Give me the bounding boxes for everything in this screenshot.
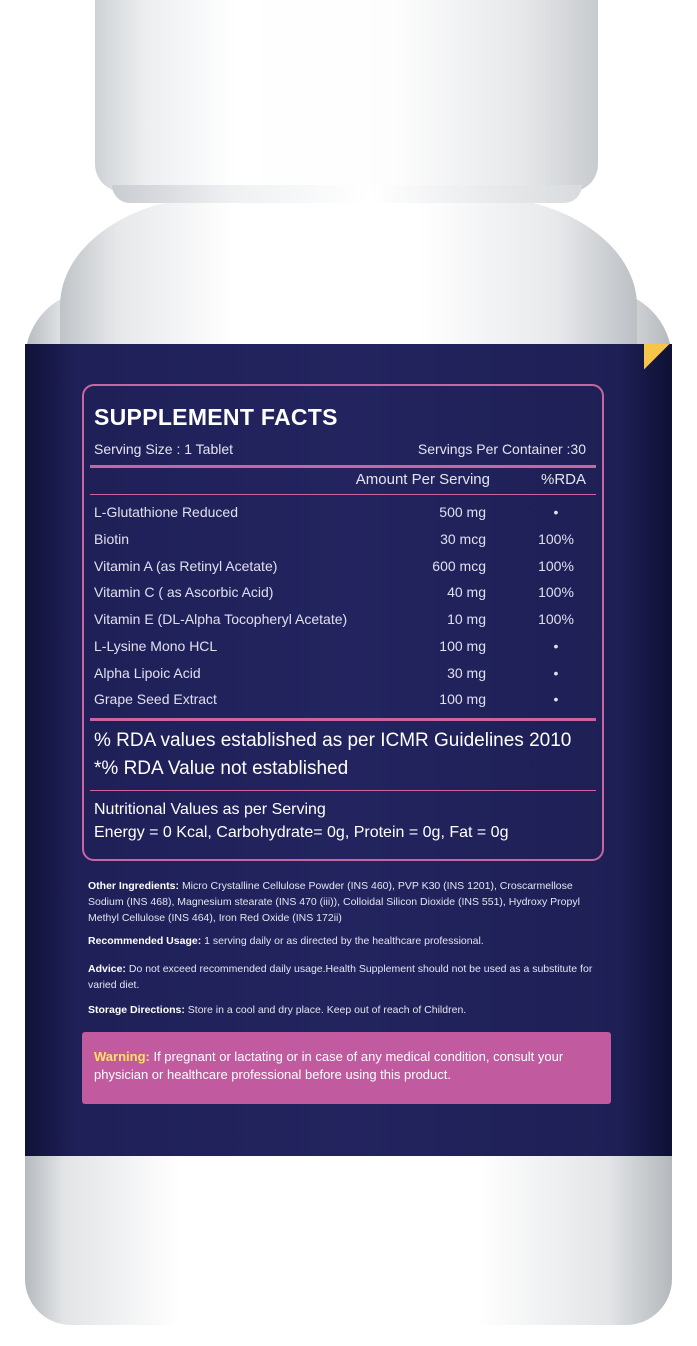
nutrient-rda: 100% [538,558,574,574]
nutrient-row [94,584,586,610]
nutrient-rda: • [553,665,559,681]
nutrient-amount: 40 mg [447,584,486,600]
other-ingredients-label: Other Ingredients: [88,880,180,892]
warning-label: Warning: [94,1049,150,1064]
nutrient-amount: 30 mg [447,665,486,681]
serving-size: Serving Size : 1 Tablet [94,441,234,457]
nutrient-rda: 100% [538,531,574,547]
nutrient-row [94,611,586,637]
bottle-cap [95,0,598,192]
nutrient-name: Biotin [94,531,130,547]
warning-text: If pregnant or lactating or in case of any medical condition, consult your physician or healthcare professional before using this product. [94,1049,564,1082]
nutrient-name: Alpha Lipoic Acid [94,665,201,681]
nutrient-row [94,504,586,530]
supplement-facts-panel [82,384,604,861]
nutrient-amount: 30 mcg [440,531,486,547]
rda-column-header: %RDA [540,471,586,488]
storage-label: Storage Directions: [88,1004,185,1016]
advice-label: Advice: [88,963,126,975]
usage-label: Recommended Usage: [88,935,202,947]
storage-text: Store in a cool and dry place. Keep out of reach of Children. [187,1004,467,1016]
bottle-shoulder [60,196,637,356]
nutrient-amount: 600 mcg [432,558,486,574]
divider [90,718,596,721]
nutrient-name: L-Lysine Mono HCL [94,638,218,654]
nutrient-name: L-Glutathione Reduced [94,504,238,520]
nutritional-heading: Nutritional Values as per Serving [94,801,326,818]
nutrient-row [94,665,586,691]
rda-not-established-note: *% RDA Value not established [94,758,349,779]
divider [90,465,596,468]
amount-column-header: Amount Per Serving [355,471,490,488]
other-ingredients-text: Micro Crystalline Cellulose Powder (INS 460), PVP K30 (INS 1201), Croscarmellose Sodium (INS 468), Magnesium stearate (INS 470 (iii)), Colloidal Silicon Dioxide (INS 551), Hydroxy Propyl Methyl Cellulose (INS 464), Iron Red Oxide (INS 172ii) [88,880,580,924]
nutrient-name: Grape Seed Extract [94,691,217,707]
nutrient-name: Vitamin C ( as Ascorbic Acid) [94,584,274,600]
nutrient-rda: 100% [538,584,574,600]
facts-title: SUPPLEMENT FACTS [94,404,338,430]
bottle-cap-ring [112,185,582,203]
nutrient-amount: 500 mg [439,504,486,520]
nutrient-rda: 100% [538,611,574,627]
nutrient-amount: 100 mg [439,638,486,654]
recommended-usage [88,933,608,949]
usage-text: 1 serving daily or as directed by the healthcare professional. [204,935,484,947]
warning-banner [82,1032,611,1104]
nutrient-amount: 100 mg [439,691,486,707]
nutrient-amount: 10 mg [447,611,486,627]
divider [90,790,596,791]
storage-directions [88,1002,608,1018]
other-ingredients [88,878,608,926]
advice-text: Do not exceed recommended daily usage.Health Supplement should not be used as a substitute for varied diet. [88,963,593,991]
advice [88,961,608,993]
rda-note: % RDA values established as per ICMR Guidelines 2010 [94,730,572,751]
nutritional-values: Energy = 0 Kcal, Carbohydrate= 0g, Protein = 0g, Fat = 0g [94,824,509,841]
nutrient-row [94,531,586,557]
divider [90,494,596,495]
nutrient-row [94,691,586,717]
nutrient-name: Vitamin A (as Retinyl Acetate) [94,558,278,574]
nutrient-rda: • [553,638,559,654]
nutrient-name: Vitamin E (DL-Alpha Tocopheryl Acetate) [94,611,348,627]
gold-accent-corner [644,344,672,372]
nutrient-row [94,558,586,584]
servings-per-container: Servings Per Container :30 [417,441,586,457]
nutrient-rda: • [553,504,559,520]
nutrient-row [94,638,586,664]
nutrient-rda: • [553,691,559,707]
